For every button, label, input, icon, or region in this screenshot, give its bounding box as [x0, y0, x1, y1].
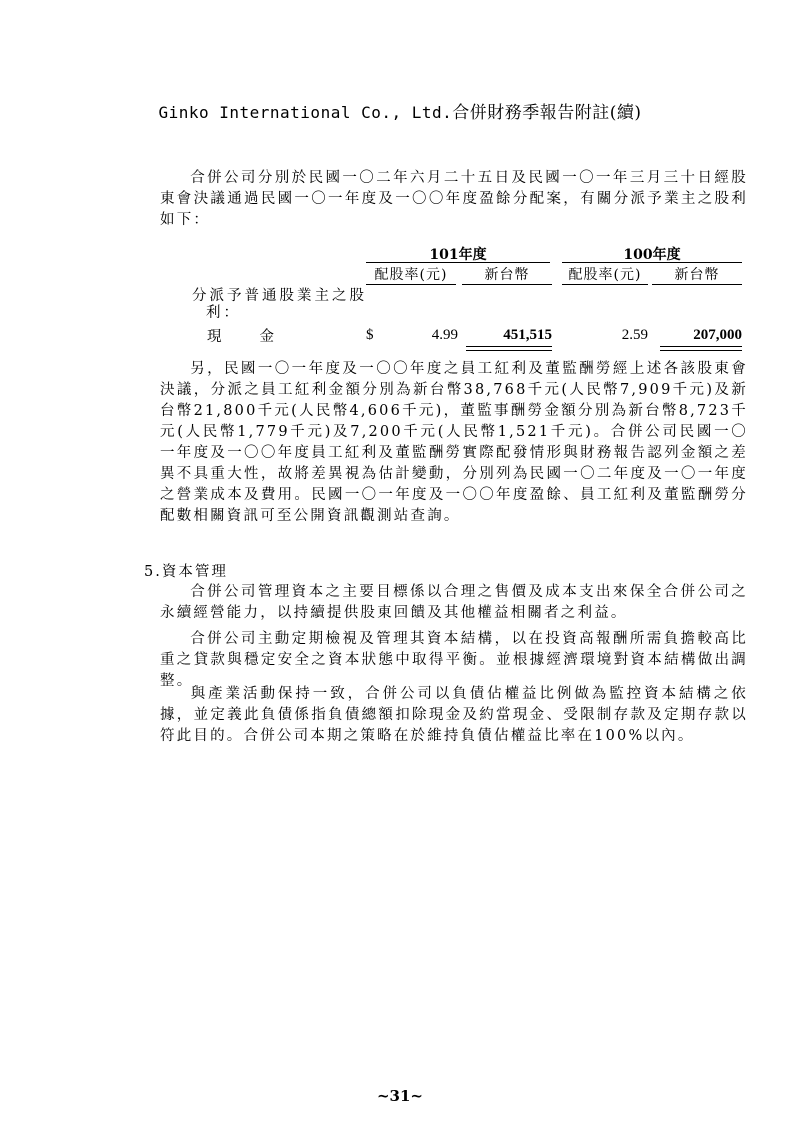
double-underline: [660, 346, 742, 351]
section-title-capital-management: 5.資本管理: [144, 564, 228, 580]
col-header-rate-100: 配股率(元): [568, 267, 642, 283]
intro-paragraph-text: 合併公司分別於民國一〇二年六月二十五日及民國一〇一年三月三十日經股東會決議通過民國一〇一年度及一〇〇年度盈餘分配案，有關分派予業主之股利如下：: [160, 170, 748, 228]
year-header-101: 101年度: [429, 247, 487, 263]
capital-paragraph-3: [160, 684, 748, 747]
row-group-label-line1: 分派予普通股業主之股: [192, 288, 367, 304]
intro-paragraph: [160, 168, 748, 231]
capital-paragraph-3-text: 與產業活動保持一致，合併公司以負債佔權益比例做為監控資本結構之依據，並定義此負債係指負債總額扣除現金及約當現金、受限制存款及定期存款以符此目的。合併公司本期之策略在於維持負債佔權益比率在100%以內。: [160, 686, 748, 744]
capital-paragraph-2-text: 合併公司主動定期檢視及管理其資本結構，以在投資高報酬所需負擔較高比重之貸款與穩定安全之資本狀態中取得平衡。並根據經濟環境對資本結構做出調整。: [160, 631, 748, 689]
cell-rate-100: 2.59: [621, 327, 648, 343]
employee-bonus-text: 另，民國一〇一年度及一〇〇年度之員工紅利及董監酬勞經上述各該股東會決議，分派之員工紅利金額分別為新台幣38,768千元(人民幣7,909千元)及新台幣21,800千元(人民幣4,606千元)，董監事酬勞金額分別為新台幣8,723千元(人民幣1,779千元)及7,200千元(人民幣1,521千元)。合併公司民國一〇一年度及一〇〇年度員工紅利及董監酬勞實際配發情形與財務報告認列金額之差異不具重大性，故將差異視為估計變動，分別列為民國一〇二年度及一〇一年度之營業成本及費用。民國一〇一年度及一〇〇年度盈餘、員工紅利及董監酬勞分配數相關資訊可至公開資訊觀測站查詢。: [160, 361, 748, 524]
capital-paragraph-1-text: 合併公司管理資本之主要目標係以合理之售價及成本支出來保全合併公司之永續經營能力，以持續提供股東回饋及其他權益相關者之利益。: [160, 584, 748, 621]
capital-paragraph-1: [160, 582, 748, 624]
capital-paragraph-2: [160, 629, 748, 692]
employee-bonus-paragraph: [160, 359, 748, 527]
col-header-ntd-100: 新台幣: [674, 267, 720, 283]
cell-rate-101: 4.99: [431, 327, 458, 343]
year-underline-101: [366, 262, 550, 263]
col-header-rate-101: 配股率(元): [374, 267, 448, 283]
currency-symbol: $: [366, 327, 374, 343]
col-underline: [562, 284, 648, 285]
page-header: [0, 98, 800, 123]
col-underline: [366, 284, 456, 285]
header-title: 合併財務季報告附註(續): [452, 103, 642, 123]
row-group-label-line2: 利：: [206, 305, 241, 321]
company-name: Ginko International Co., Ltd.: [158, 103, 453, 122]
year-header-100: 100年度: [623, 247, 681, 263]
page-number: ~31~: [376, 1087, 423, 1105]
cell-ntd-101: 451,515: [503, 327, 552, 343]
cell-ntd-100: 207,000: [693, 327, 742, 343]
row-label-cash: 現 金: [207, 329, 277, 345]
col-underline: [652, 284, 742, 285]
year-underline-100: [562, 262, 742, 263]
double-underline: [466, 346, 552, 351]
col-header-ntd-101: 新台幣: [484, 267, 530, 283]
col-underline: [462, 284, 552, 285]
